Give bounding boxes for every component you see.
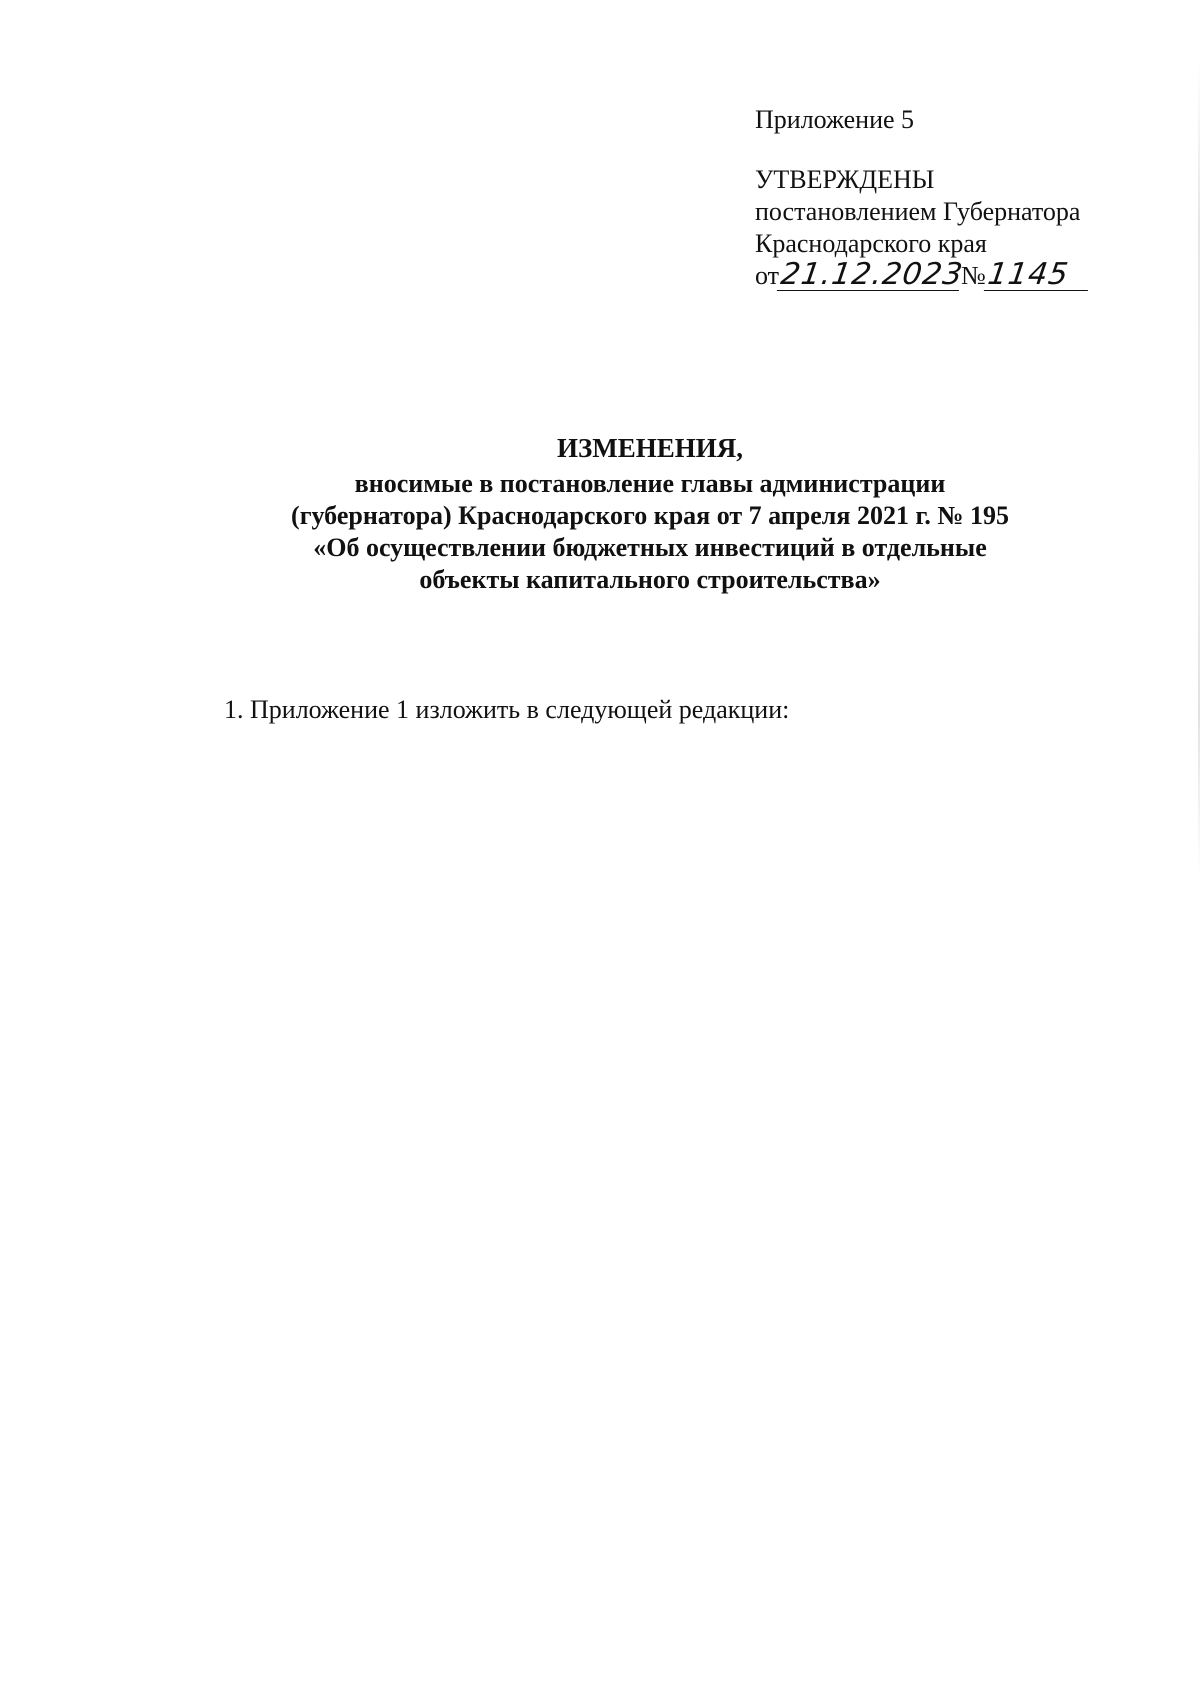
document-title-block <box>0 432 1200 596</box>
title-line-1: вносимые в постановление главы администрации <box>354 469 946 498</box>
title-line-3: «Об осуществлении бюджетных инвестиций в отдельные <box>313 533 987 562</box>
paragraph-item-1: 1. Приложение 1 изложить в следующей редакции: <box>224 695 790 724</box>
approval-stamp-block <box>755 104 1155 292</box>
appendix-label: Приложение 5 <box>755 105 915 134</box>
date-prefix: от <box>755 261 780 290</box>
document-heading: ИЗМЕНЕНИЯ, <box>556 433 743 463</box>
decree-date-number-row <box>755 257 1155 292</box>
handwritten-date: 21.12.2023 <box>778 257 966 292</box>
approved-label: УТВЕРЖДЕНЫ <box>755 165 935 194</box>
approved-by-line-1: постановлением Губернатора <box>755 197 1081 226</box>
number-prefix: № <box>961 261 986 290</box>
title-line-2: (губернатора) Краснодарского края от 7 апреля 2021 г. № 195 <box>291 501 1009 530</box>
title-line-4: объекты капитального строительства» <box>419 565 881 594</box>
approved-by-line-2: Краснодарского края <box>755 229 987 258</box>
handwritten-number: 1145 <box>984 260 1092 291</box>
